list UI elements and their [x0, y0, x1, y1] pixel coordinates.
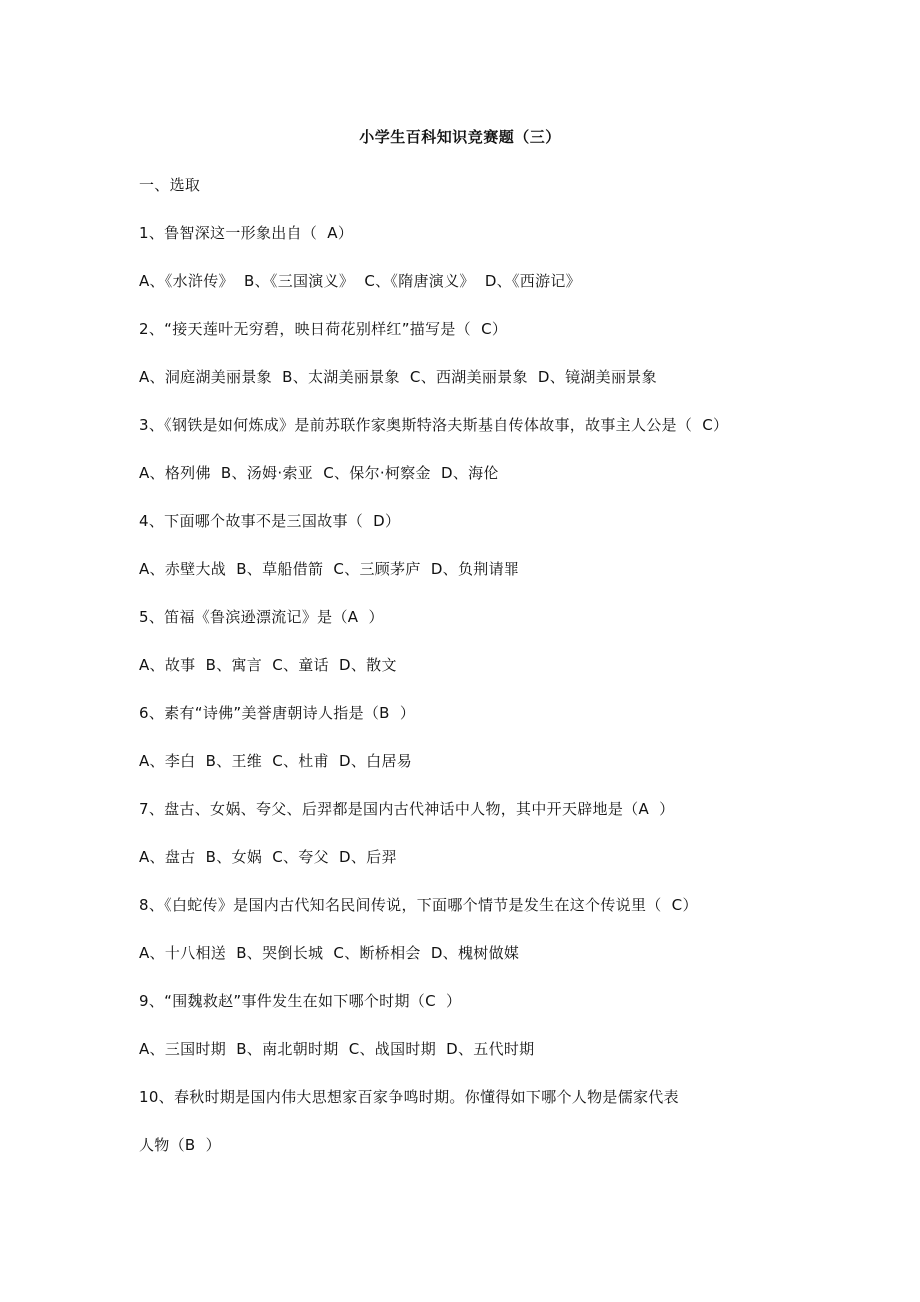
question-line: 5、笛福《鲁滨逊漂流记》是（A ） — [139, 608, 384, 626]
document-title: 小学生百科知识竞赛题（三） — [359, 128, 561, 146]
question-line: 7、盘古、女娲、夸父、后羿都是国内古代神话中人物，其中开天辟地是（A ） — [139, 800, 675, 818]
options-line: A、三国时期 B、南北朝时期 C、战国时期 D、五代时期 — [139, 1040, 535, 1058]
options-line: A、李白 B、王维 C、杜甫 D、白居易 — [139, 752, 413, 770]
section-heading: 一、选取 — [139, 176, 201, 194]
question-line: 2、“接天莲叶无穷碧，映日荷花别样红”描写是（ C） — [139, 320, 508, 338]
question-line: 4、下面哪个故事不是三国故事（ D） — [139, 512, 401, 530]
question-line: 9、“围魏救赵”事件发生在如下哪个时期（C ） — [139, 992, 462, 1010]
question-line: 1、鲁智深这一形象出自（ A） — [139, 224, 354, 242]
question-line: 6、素有“诗佛”美誉唐朝诗人指是（B ） — [139, 704, 416, 722]
question-line-continued: 人物（B ） — [139, 1136, 221, 1154]
options-line: A、赤壁大战 B、草船借箭 C、三顾茅庐 D、负荆请罪 — [139, 560, 520, 578]
options-line: A、洞庭湖美丽景象 B、太湖美丽景象 C、西湖美丽景象 D、镜湖美丽景象 — [139, 368, 657, 386]
options-line: A、格列佛 B、汤姆·索亚 C、保尔·柯察金 D、海伦 — [139, 464, 499, 482]
question-line: 3、《钢铁是如何炼成》是前苏联作家奥斯特洛夫斯基自传体故事，故事主人公是（ C） — [139, 416, 729, 434]
options-line: A、《水浒传》 B、《三国演义》 C、《隋唐演义》 D、《西游记》 — [139, 272, 581, 290]
options-line: A、故事 B、寓言 C、童话 D、散文 — [139, 656, 397, 674]
options-line: A、盘古 B、女娲 C、夸父 D、后羿 — [139, 848, 397, 866]
question-line: 10、春秋时期是国内伟大思想家百家争鸣时期。你懂得如下哪个人物是儒家代表 — [139, 1088, 679, 1106]
options-line: A、十八相送 B、哭倒长城 C、断桥相会 D、槐树做媒 — [139, 944, 520, 962]
question-line: 8、《白蛇传》是国内古代知名民间传说，下面哪个情节是发生在这个传说里（ C） — [139, 896, 698, 914]
